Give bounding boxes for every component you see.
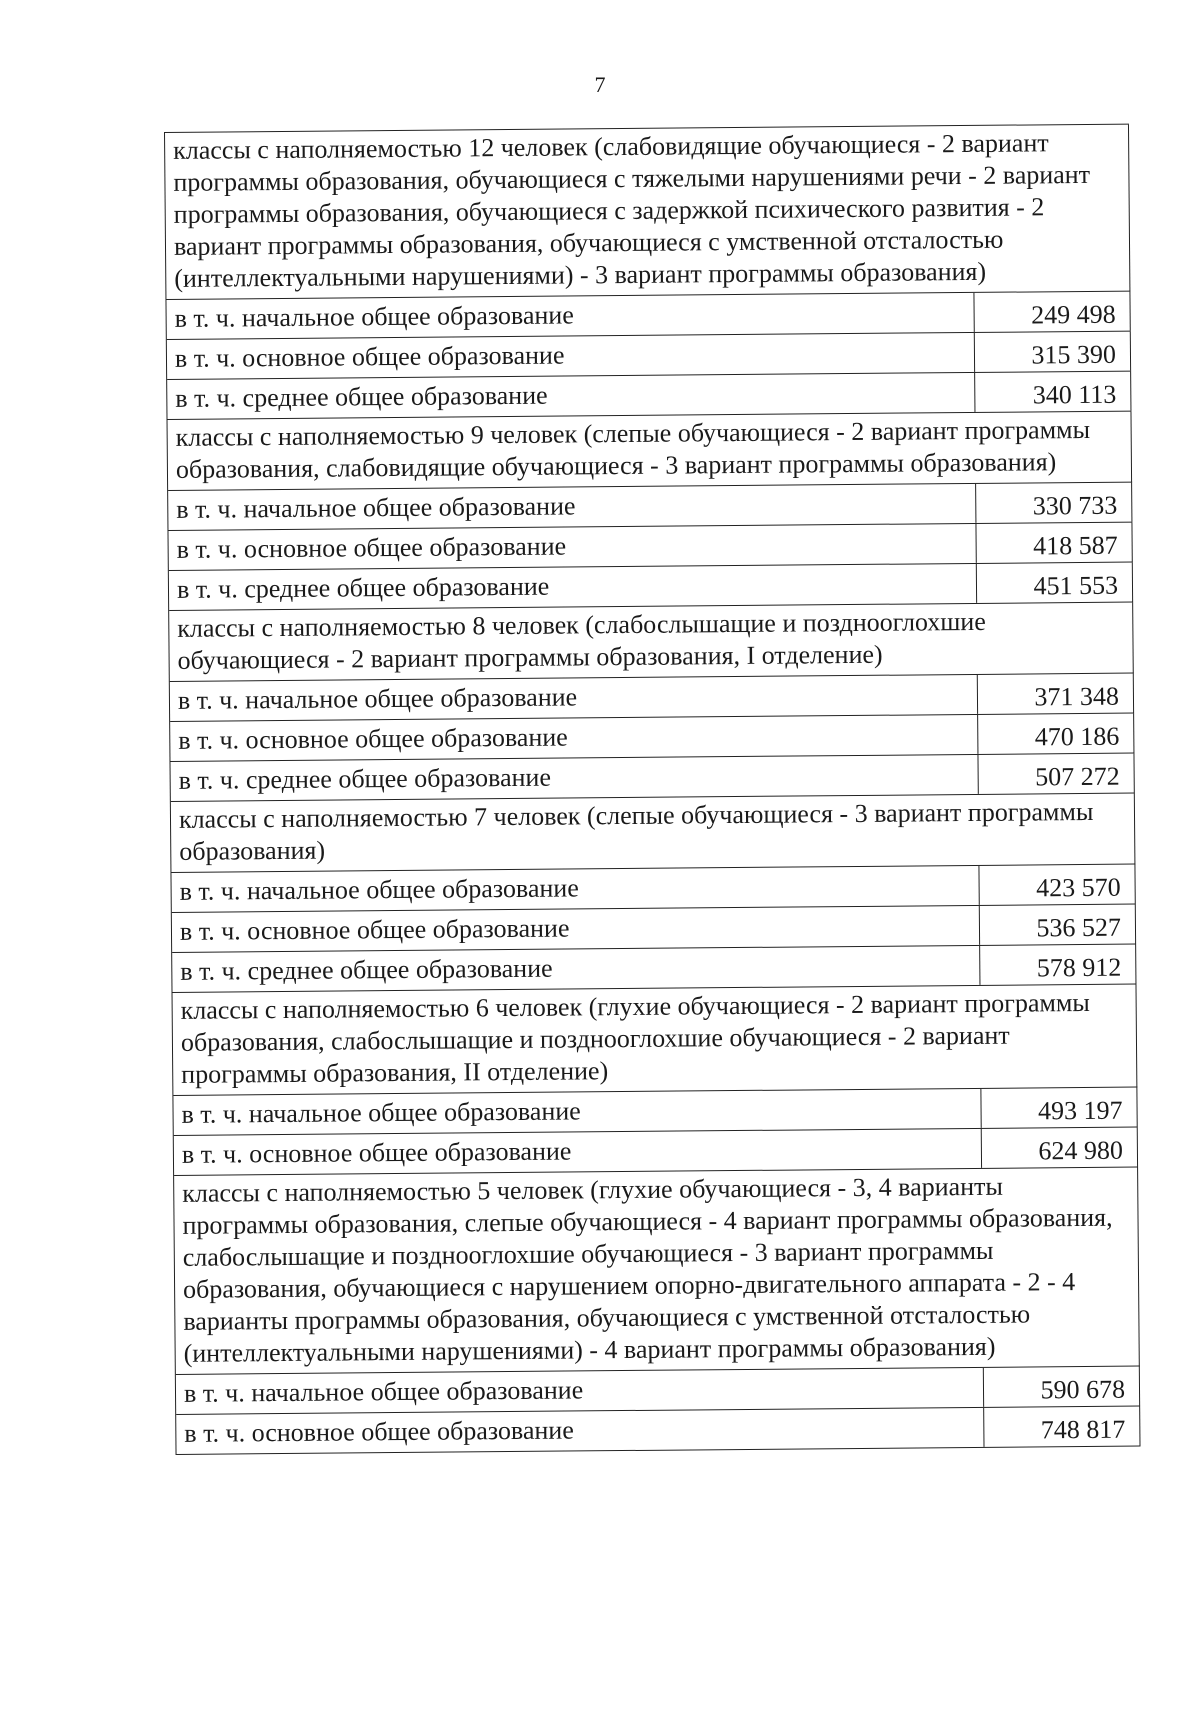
table-group-9: [168, 412, 1134, 611]
group-header: классы с наполняемостью 12 человек (слабовидящие обучающиеся - 2 вариант программы образования, обучающиеся с тяжелыми нарушениями речи - 2 вариант программы образования, обучающиеся с задержкой психического развития - 2 вариант программы образования, обучающиеся с умственной отсталостью (интеллектуальными нарушениями) - 3 вариант программы образования): [165, 125, 1130, 300]
row-value: 423 570: [979, 865, 1135, 905]
row-label: в т. ч. начальное общее образование: [173, 1089, 981, 1135]
row-value: 536 527: [980, 905, 1136, 945]
row-label: в т. ч. основное общее образование: [167, 333, 975, 379]
row-value: 748 817: [984, 1407, 1140, 1447]
group-header: классы с наполняемостью 6 человек (глухие обучающиеся - 2 вариант программы образования, слабослышащие и позднооглохшие обучающиеся - 2 вариант программы образования, II отделение): [173, 985, 1138, 1096]
table-row: [176, 1407, 1140, 1455]
row-label: в т. ч. начальное общее образование: [170, 675, 978, 721]
group-header: классы с наполняемостью 9 человек (слепые обучающиеся - 2 вариант программы образования, слабовидящие обучающиеся - 3 вариант программы образования): [168, 412, 1133, 491]
row-label: в т. ч. среднее общее образование: [169, 564, 977, 610]
group-header: классы с наполняемостью 8 человек (слабослышащие и позднооглохшие обучающиеся - 2 вариант программы образования, I отделение): [169, 603, 1134, 682]
row-value: 507 272: [978, 754, 1134, 794]
row-value: 624 980: [982, 1128, 1138, 1168]
row-label: в т. ч. начальное общее образование: [171, 866, 979, 912]
table-group-5: [174, 1168, 1140, 1455]
row-label: в т. ч. основное общее образование: [172, 906, 980, 952]
row-value: 340 113: [975, 372, 1131, 412]
row-label: в т. ч. основное общее образование: [168, 524, 976, 570]
group-header: классы с наполняемостью 7 человек (слепые обучающиеся - 3 вариант программы образования): [171, 794, 1136, 873]
row-label: в т. ч. среднее общее образование: [170, 755, 978, 801]
table-group-6: [173, 985, 1139, 1176]
row-value: 371 348: [978, 674, 1134, 714]
row-value: 493 197: [981, 1088, 1137, 1128]
row-label: в т. ч. начальное общее образование: [176, 1368, 984, 1414]
row-value: 315 390: [975, 332, 1131, 372]
row-label: в т. ч. основное общее образование: [176, 1408, 984, 1454]
row-label: в т. ч. среднее общее образование: [167, 373, 975, 419]
row-value: 578 912: [980, 945, 1136, 985]
row-value: 590 678: [984, 1367, 1140, 1407]
row-value: 330 733: [976, 483, 1132, 523]
row-label: в т. ч. среднее общее образование: [172, 946, 980, 992]
row-label: в т. ч. начальное общее образование: [168, 484, 976, 530]
row-value: 470 186: [978, 714, 1134, 754]
row-value: 418 587: [976, 523, 1132, 563]
table-group-7: [171, 794, 1137, 993]
row-label: в т. ч. начальное общее образование: [166, 293, 974, 339]
row-value: 249 498: [974, 292, 1130, 332]
table-group-12: [165, 125, 1131, 420]
row-label: в т. ч. основное общее образование: [170, 715, 978, 761]
row-value: 451 553: [977, 563, 1133, 603]
page-number: 7: [594, 72, 606, 97]
row-label: в т. ч. основное общее образование: [174, 1129, 982, 1175]
cost-table: [164, 124, 1141, 1455]
group-header: классы с наполняемостью 5 человек (глухие обучающиеся - 3, 4 варианты программы образования, слепые обучающиеся - 4 вариант программы образования, слабослышащие и позднооглохшие обучающиеся - 3 вариант программы образования, обучающиеся с нарушением опорно-двигательного аппарата - 2 - 4 варианты программы образования, обучающиеся с умственной отсталостью (интеллектуальными нарушениями) - 4 вариант программы образования): [174, 1168, 1140, 1375]
table-group-8: [169, 603, 1135, 802]
